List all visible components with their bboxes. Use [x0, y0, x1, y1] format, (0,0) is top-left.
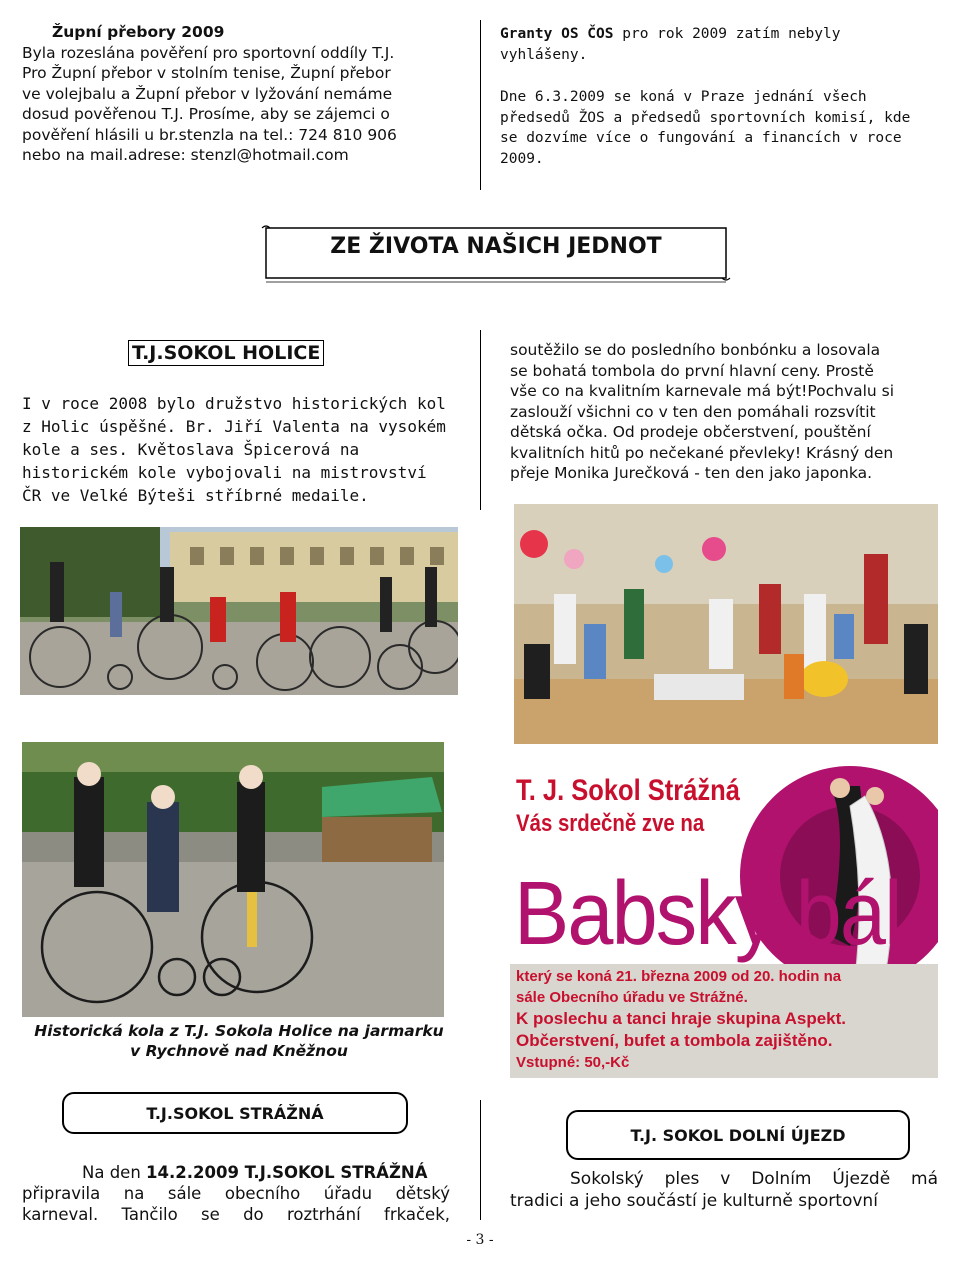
- zupni-line: pověření hlásili u br.stenzla na tel.: 724 810 906: [22, 125, 397, 144]
- poster-detail: který se koná 21. března 2009 od 20. hodin na: [516, 968, 842, 985]
- meeting-line: se dozvíme více o fungování a financích v roce: [500, 130, 902, 146]
- strazna-line: připravila na sále obecního úřadu dětský: [22, 1184, 450, 1203]
- meeting-line: předsedů ŽOS a předsedů sportovních komisí, kde: [500, 109, 911, 126]
- poster-title: T. J. Sokol Strážná: [516, 774, 740, 807]
- page-number: - 3 -: [466, 1232, 494, 1248]
- poster-detail: sále Obecního úřadu ve Strážné.: [516, 989, 748, 1006]
- carnival-text: [510, 340, 940, 484]
- zupni-prebory-section: [22, 22, 462, 166]
- granty-bold: Granty OS ČOS: [500, 26, 614, 42]
- strazna-line1-pre: Na den: [82, 1163, 147, 1182]
- carnival-line: vše co na kvalitním karnevale má být!Pochvalu si: [510, 382, 895, 400]
- holice-line: ČR ve Velké Býteši stříbrné medaile.: [22, 486, 369, 505]
- zupni-line: dosud pověřenou T.J. Prosíme, aby se zájemci o: [22, 105, 390, 123]
- carnival-line: se bohatá tombola do první hlavní ceny. Prostě: [510, 361, 874, 380]
- carnival-line: přeje Monika Jurečková - ten den jako japonka.: [510, 464, 873, 482]
- poster-subtitle: Vás srdečně zve na: [516, 810, 705, 837]
- strazna-heading: T.J.SOKOL STRÁŽNÁ: [146, 1103, 324, 1123]
- granty-line2: vyhlášeny.: [500, 46, 588, 63]
- carnival-line: dětská očka. Od prodeje občerstvení, pouštění: [510, 423, 871, 441]
- holice-heading: T.J.SOKOL HOLICE: [128, 340, 324, 366]
- strazna-line1-bold: 14.2.2009 T.J.SOKOL STRÁŽNÁ: [146, 1163, 428, 1182]
- photo-caption: [20, 1021, 458, 1061]
- column-divider-top: [480, 20, 481, 190]
- granty-rest: pro rok 2009 zatím nebyly: [622, 26, 841, 42]
- dolni-ujezd-text: [510, 1168, 938, 1212]
- poster-detail: K poslechu a tanci hraje skupina Aspekt.: [516, 1009, 847, 1028]
- strazna-line: karneval. Tančilo se do roztrhání frkaček,: [22, 1205, 450, 1224]
- babsky-bal-poster: [510, 766, 938, 1078]
- dolni-ujezd-heading: T.J. SOKOL DOLNÍ ÚJEZD: [630, 1125, 846, 1145]
- strazna-line-1: [22, 1162, 450, 1183]
- holice-line: historickém kole vybojovali na mistrovství: [22, 463, 427, 482]
- strazna-heading-box: [62, 1092, 408, 1134]
- zupni-line: nebo na mail.adrese: stenzl@hotmail.com: [22, 146, 349, 164]
- caption-line-1: Historická kola z T.J. Sokola Holice na jarmarku: [34, 1022, 444, 1040]
- zupni-line: ve volejbalu a Župní přebor v lyžování nemáme: [22, 84, 393, 103]
- photo-bicycle-riders: [22, 742, 444, 1017]
- dolni-line: tradici a jeho součástí je kulturně sportovní: [510, 1191, 878, 1211]
- zupni-line: Pro Župní přebor v stolním tenise, Župní přebor: [22, 64, 391, 82]
- section-banner: [260, 224, 732, 286]
- section-banner-title: ZE ŽIVOTA NAŠICH JEDNOT: [330, 234, 662, 259]
- historic-bicycles-photo-icon: [20, 527, 458, 695]
- photo-historic-bicycles: [20, 527, 458, 695]
- holice-text: [22, 392, 450, 507]
- children-carnival-photo-icon: [514, 504, 938, 744]
- holice-line: I v roce 2008 bylo družstvo historických kol: [22, 394, 446, 413]
- column-divider-middle: [480, 330, 481, 510]
- bicycle-riders-photo-icon: [22, 742, 444, 1017]
- carnival-line: soutěžilo se do posledního bonbónku a losovala: [510, 341, 881, 359]
- photo-children-carnival: [514, 504, 938, 744]
- granty-section: [500, 24, 940, 169]
- poster-big-title: Babský bál: [514, 864, 901, 964]
- strazna-text: [22, 1162, 450, 1225]
- poster-detail: Vstupné: 50,-Kč: [516, 1054, 630, 1071]
- meeting-line: Dne 6.3.2009 se koná v Praze jednání všech: [500, 89, 867, 105]
- holice-line-justified: [22, 438, 450, 461]
- carnival-line: zaslouží všichni co v ten den pomáhali rozsvítit: [510, 402, 876, 421]
- dolni-ujezd-heading-box: [566, 1110, 910, 1160]
- zupni-prebory-title: Župní přebory 2009: [52, 23, 225, 41]
- holice-line: z Holic úspěšné. Br. Jiří Valenta na vysokém: [22, 417, 446, 436]
- poster-detail: Občerstvení, bufet a tombola zajištěno.: [516, 1031, 833, 1050]
- meeting-line: 2009.: [500, 150, 544, 167]
- dolni-line: Sokolský ples v Dolním Újezdě má: [570, 1169, 938, 1189]
- column-divider-bottom: [480, 1100, 481, 1220]
- holice-line: kole a ses. Květoslava Špicerová na: [22, 440, 360, 459]
- zupni-line: Byla rozeslána pověření pro sportovní oddíly T.J.: [22, 43, 395, 62]
- poster-details: [516, 966, 936, 1074]
- caption-line-2: v Rychnově nad Kněžnou: [130, 1042, 348, 1060]
- carnival-line: kvalitních hitů po nečekané převleky! Krásný den: [510, 443, 894, 462]
